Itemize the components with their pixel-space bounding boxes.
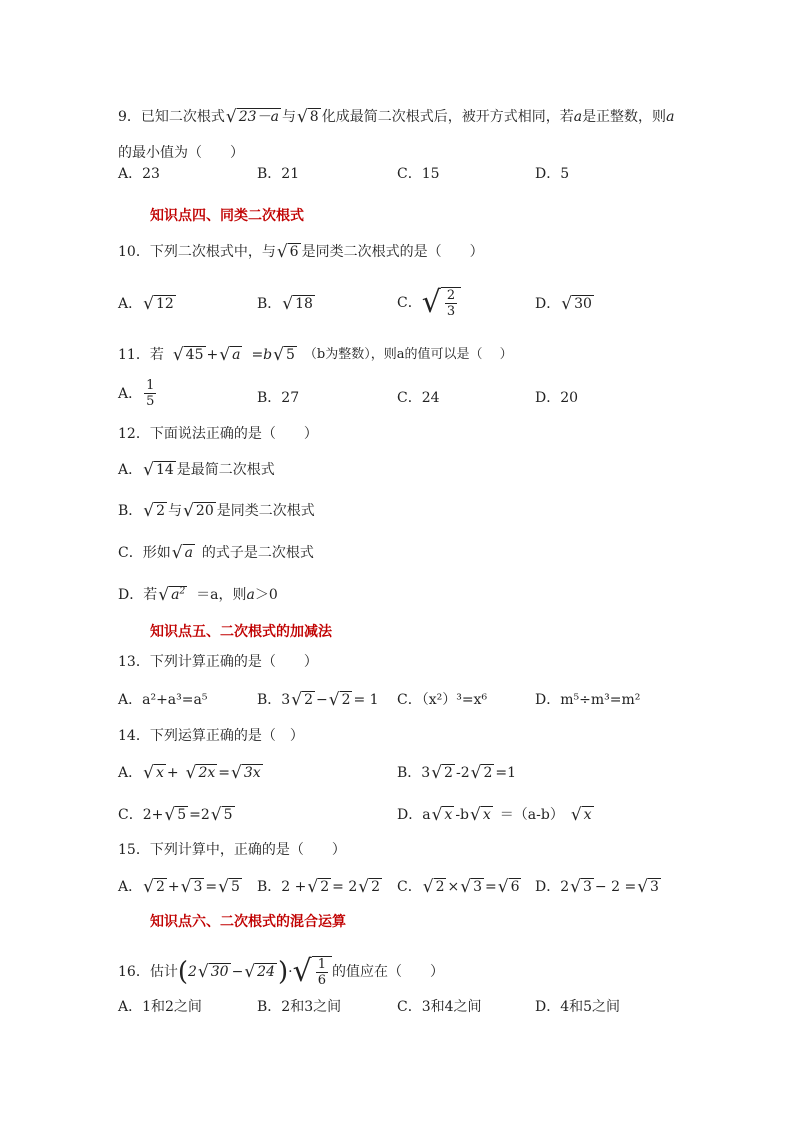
q10-stem-b: 是同类二次根式的是（ ） xyxy=(301,244,484,260)
q11-option-d[interactable]: D．20 xyxy=(535,390,579,406)
q10-option-b-radicand: 18 xyxy=(295,296,313,312)
q16-radical-frac: √ $\frac{1}{6}$ xyxy=(293,955,332,989)
question-16-stem xyxy=(118,952,444,992)
q12-option-b-radicand-2: 20 xyxy=(195,503,214,519)
q10-option-b-label: B． xyxy=(257,296,282,312)
q13-option-b[interactable] xyxy=(257,690,379,710)
q12-option-b-mid: 与 xyxy=(168,503,183,519)
q14-option-b-label: B．3 xyxy=(397,765,431,781)
q15-option-b-radical-1: √ 2 xyxy=(307,877,330,897)
q16-option-a[interactable]: A．1和2之间 xyxy=(118,999,202,1015)
q15-option-a-radicand-3: 5 xyxy=(230,879,240,895)
q12-option-a-label: A． xyxy=(118,462,143,478)
q10-option-c-radical: √ $\frac{2}{3}$ xyxy=(422,286,461,320)
q12-option-d-radical: √ $a^2$ xyxy=(158,585,186,605)
q10-option-b-radical: √ 18 xyxy=(282,294,313,314)
q10-option-a-radical: √ 12 xyxy=(143,294,174,314)
q11-radicand-1: 45 xyxy=(185,347,204,363)
q10-option-c[interactable] xyxy=(397,286,461,320)
q15-option-b-radical-2: √ 2 xyxy=(358,877,381,897)
q11-stem-a: 11．若 xyxy=(118,347,164,363)
q12-option-b-radical-2: √ 20 xyxy=(183,501,214,521)
q15-stem: 15．下列计算中，正确的是（ ） xyxy=(118,842,346,858)
q13-option-a[interactable]: A．a²+a³=a⁵ xyxy=(118,692,208,708)
question-15-stem xyxy=(118,840,346,860)
q14-option-c-eq: =2 xyxy=(189,807,210,823)
q15-option-a-radicand-1: 2 xyxy=(155,879,165,895)
q13-stem: 13．下列计算正确的是（ ） xyxy=(118,654,318,670)
q16-stem-a: 16．估计 xyxy=(118,964,178,980)
q15-option-a-plus: + xyxy=(167,879,180,895)
q16-dot: · xyxy=(288,964,293,980)
q16-option-d[interactable]: D．4和5之间 xyxy=(535,999,621,1015)
q14-option-b-mid: -2 xyxy=(455,765,470,781)
q10-option-c-label: C． xyxy=(397,295,422,311)
q16-radicand-1: 30 xyxy=(210,964,229,980)
q12-option-d-radicand: a xyxy=(171,587,180,603)
q15-option-a-radical-1: √ 2 xyxy=(143,877,165,897)
q15-option-c-radicand-1: 2 xyxy=(435,879,445,895)
q15-option-d-radical-1: √ 3 xyxy=(570,877,592,897)
q13-option-b-label: B． xyxy=(257,692,282,708)
q9-option-a[interactable]: A．23 xyxy=(118,166,160,182)
q16-right-paren: ) xyxy=(277,957,289,987)
q12-option-a-radical: √ 14 xyxy=(143,460,174,480)
q14-options-row-2 xyxy=(118,804,678,826)
question-12-stem xyxy=(118,424,318,444)
section-heading-5: 知识点五、二次根式的加减法 xyxy=(150,624,332,640)
q12-option-d-exponent: 2 xyxy=(179,586,186,597)
q12-option-d-eq: ＝a，则 xyxy=(196,587,247,603)
q11-radical-2: √ a xyxy=(219,345,241,365)
question-13-stem xyxy=(118,652,318,672)
q14-option-b-radicand-1: 2 xyxy=(444,765,453,781)
q12-option-a[interactable] xyxy=(118,460,275,480)
q14-option-c-radical-2: √ 5 xyxy=(210,805,233,825)
q15-option-c-radical-3: √ 6 xyxy=(497,877,520,897)
q10-stem-a: 10．下列二次根式中，与 xyxy=(118,244,276,260)
q12-option-c-label: C．形如 xyxy=(118,545,171,561)
q12-option-d-var: a xyxy=(246,587,255,603)
q15-option-a-label: A． xyxy=(118,879,143,895)
q14-option-d-radicand-3: x xyxy=(583,807,592,823)
q12-option-c[interactable] xyxy=(118,543,314,563)
q14-option-a-label: A． xyxy=(118,765,143,781)
q14-option-b[interactable] xyxy=(397,763,516,783)
q16-frac-den: 6 xyxy=(317,973,326,988)
q11-radical-1: √ 45 xyxy=(172,345,204,365)
q10-option-c-den: 3 xyxy=(446,304,456,319)
q15-options xyxy=(118,876,678,898)
q14-option-c[interactable] xyxy=(118,805,236,825)
q12-option-c-radical: √ a xyxy=(171,543,193,563)
q12-option-d-label: D．若 xyxy=(118,587,158,603)
q9-stem-b: 与 xyxy=(281,109,296,125)
q14-option-d-radicand-1: x xyxy=(444,807,453,823)
q14-option-b-eq: =1 xyxy=(495,765,517,781)
q15-option-d-label: D． xyxy=(535,879,561,895)
q9-radicand-2: 8 xyxy=(309,109,319,125)
q9-option-d[interactable]: D．5 xyxy=(535,166,570,182)
q16-frac-num: 1 xyxy=(317,957,326,972)
q10-option-b[interactable] xyxy=(257,294,316,314)
q11-options xyxy=(118,378,678,418)
question-14-stem xyxy=(118,726,304,746)
q14-option-c-radical-1: √ 5 xyxy=(164,805,187,825)
q9-var-a2: a xyxy=(666,109,675,125)
q14-option-b-radical-1: √ 2 xyxy=(431,763,453,783)
q15-option-d-radicand-2: 3 xyxy=(650,879,659,895)
q14-stem: 14．下列运算正确的是（ ） xyxy=(118,728,304,744)
q14-option-d-radicand-2: x xyxy=(482,807,491,823)
q15-option-a-radical-3: √ 5 xyxy=(218,877,240,897)
q14-option-d-mid: -b xyxy=(455,807,470,823)
q12-option-b-text: 是同类二次根式 xyxy=(216,503,315,519)
q10-option-d[interactable] xyxy=(535,294,595,314)
q14-option-c-radicand-2: 5 xyxy=(223,807,233,823)
q13-option-b-radical-2: √ 2 xyxy=(328,690,351,710)
q9-radical-1: √ 23－a xyxy=(225,107,279,127)
q15-option-d-pre: 2 xyxy=(560,879,570,895)
q9-radical-2: √ 8 xyxy=(296,107,319,127)
q16-stem-b: 的值应在（ ） xyxy=(332,964,444,980)
q11-option-a-label: A． xyxy=(118,385,143,402)
q10-radicand: 6 xyxy=(289,244,299,260)
q13-option-b-radicand-1: 2 xyxy=(304,692,313,708)
q15-option-c-label: C． xyxy=(397,879,422,895)
q13-option-b-radical-1: √ 2 xyxy=(291,690,313,710)
q14-option-a-radicand-2: 2x xyxy=(198,765,216,781)
q9-option-b[interactable]: B．21 xyxy=(257,166,300,182)
q16-coef: 2 xyxy=(187,964,197,980)
q13-option-d[interactable]: D．m⁵÷m³=m² xyxy=(535,692,641,708)
q9-stem-c: 化成最简二次根式后，被开方式相同，若 xyxy=(321,109,574,125)
q12-option-d-text: ＞0 xyxy=(254,587,278,603)
q16-radicand-2: 24 xyxy=(257,964,275,980)
q9-stem-line2: 的最小值为（ ） xyxy=(118,145,244,161)
q11-option-a-den: 5 xyxy=(146,394,155,409)
q11-plus: + xyxy=(206,347,219,363)
q10-option-a[interactable] xyxy=(118,294,177,314)
q15-option-b-pre: 2 + xyxy=(281,879,307,895)
q10-option-d-radicand: 30 xyxy=(574,296,592,312)
section-heading-6: 知识点六、二次根式的混合运算 xyxy=(150,914,346,930)
q14-option-d-label: D．a xyxy=(397,807,431,823)
q15-option-b[interactable] xyxy=(257,877,383,897)
q15-option-c-times: × xyxy=(447,879,460,895)
q13-options xyxy=(118,689,678,711)
q14-option-a-radical-1: √ x xyxy=(143,763,164,783)
q13-option-b-minus: − xyxy=(315,692,328,708)
q16-option-c[interactable]: C．3和4之间 xyxy=(397,999,482,1015)
q14-option-a[interactable] xyxy=(118,763,264,783)
q14-option-a-radical-2: √ 2x xyxy=(185,763,216,783)
q15-option-a[interactable] xyxy=(118,877,243,897)
question-9-line-1 xyxy=(118,107,674,127)
q15-option-a-eq: = xyxy=(205,879,218,895)
q14-option-c-radicand-1: 5 xyxy=(177,807,187,823)
q12-option-d[interactable] xyxy=(118,585,278,605)
q11-eq: =b xyxy=(251,347,273,363)
q10-option-c-num: 2 xyxy=(446,288,456,303)
q11-option-b[interactable]: B．27 xyxy=(257,390,300,406)
q14-option-a-radicand-3: 3x xyxy=(243,765,261,781)
q15-option-c[interactable] xyxy=(397,877,522,897)
q11-option-a-num: 1 xyxy=(146,378,155,393)
q11-option-c[interactable]: C．24 xyxy=(397,390,440,406)
q14-option-d-radical-1: √ x xyxy=(431,805,453,825)
q13-option-c[interactable]: C．（x²）³=x⁶ xyxy=(397,692,488,708)
question-11-stem xyxy=(118,345,513,365)
q15-option-b-radicand-2: 2 xyxy=(371,879,381,895)
q12-option-c-radicand: a xyxy=(184,545,193,561)
q10-options xyxy=(118,286,678,326)
q10-option-d-radical: √ 30 xyxy=(561,294,592,314)
q16-radical-1: √ 30 xyxy=(197,962,229,982)
question-10-stem xyxy=(118,242,484,262)
q14-option-d[interactable] xyxy=(397,805,595,825)
q10-option-d-label: D． xyxy=(535,296,561,312)
q11-option-a-fraction xyxy=(144,378,156,409)
q15-option-c-radical-1: √ 2 xyxy=(422,877,445,897)
q16-option-b[interactable]: B．2和3之间 xyxy=(257,999,342,1015)
q11-radicand-3: 5 xyxy=(285,347,295,363)
q9-stem-a: 9．已知二次根式 xyxy=(118,109,225,125)
q12-stem: 12．下面说法正确的是（ ） xyxy=(118,426,318,442)
q13-option-b-radicand-2: 2 xyxy=(341,692,351,708)
q11-option-a[interactable] xyxy=(118,378,158,409)
q13-option-b-coef: 3 xyxy=(281,692,291,708)
q15-option-d[interactable] xyxy=(535,877,662,897)
q14-option-a-plus: + xyxy=(166,765,179,781)
q15-option-b-eq: = 2 xyxy=(332,879,358,895)
q14-option-a-eq: = xyxy=(218,765,230,781)
q15-option-b-radicand-1: 2 xyxy=(320,879,330,895)
q15-option-c-radicand-2: 3 xyxy=(473,879,482,895)
q16-minus: − xyxy=(231,964,244,980)
q12-option-a-radicand: 14 xyxy=(155,462,174,478)
q9-var-a: a xyxy=(573,109,583,125)
q10-radical: √ 6 xyxy=(276,242,299,262)
q14-option-a-radical-3: √ 3x xyxy=(231,763,261,783)
q10-option-a-label: A． xyxy=(118,296,143,312)
q12-option-b-radical-1: √ 2 xyxy=(143,501,166,521)
q15-option-c-radical-2: √ 3 xyxy=(460,877,482,897)
q12-option-c-text: 的式子是二次根式 xyxy=(201,545,314,561)
q12-option-b[interactable] xyxy=(118,501,315,521)
q14-option-c-label: C．2+ xyxy=(118,807,164,823)
q15-option-d-mid: − 2 = xyxy=(594,879,637,895)
q11-radical-3: √ 5 xyxy=(273,345,295,365)
q15-option-b-label: B． xyxy=(257,879,282,895)
q14-option-d-radical-3: √ x xyxy=(570,805,592,825)
q14-option-a-radicand-1: x xyxy=(155,765,164,781)
q13-option-b-eq: = 1 xyxy=(353,692,379,708)
q14-option-b-radicand-2: 2 xyxy=(483,765,493,781)
question-9-line-2 xyxy=(118,143,244,163)
q15-option-d-radical-2: √ 3 xyxy=(637,877,659,897)
q10-option-a-radicand: 12 xyxy=(155,296,174,312)
q15-option-a-radicand-2: 3 xyxy=(193,879,203,895)
q14-options-row-1 xyxy=(118,762,678,784)
q9-option-c[interactable]: C．15 xyxy=(397,166,440,182)
q15-option-c-eq: = xyxy=(484,879,497,895)
q9-radicand-1: 23－a xyxy=(238,109,279,125)
q14-option-d-eq: ＝（a-b） xyxy=(499,807,564,823)
q12-option-b-radicand-1: 2 xyxy=(156,503,166,519)
q11-stem-b: （b为整数），则a的值可以是（ ） xyxy=(303,347,513,362)
q12-option-a-text: 是最简二次根式 xyxy=(176,462,275,478)
q9-stem-d: 是正整数，则 xyxy=(582,109,667,125)
q15-option-a-radical-2: √ 3 xyxy=(180,877,203,897)
q15-option-c-radicand-3: 6 xyxy=(510,879,520,895)
q11-radicand-2: a xyxy=(232,347,241,363)
q16-left-paren: ( xyxy=(177,957,188,987)
q16-radical-2: √ 24 xyxy=(244,962,275,982)
q14-option-b-radical-2: √ 2 xyxy=(470,763,493,783)
section-heading-4: 知识点四、同类二次根式 xyxy=(150,208,304,224)
q15-option-d-radicand-1: 3 xyxy=(583,879,592,895)
q12-option-b-label: B． xyxy=(118,503,143,519)
q14-option-d-radical-2: √ x xyxy=(470,805,491,825)
